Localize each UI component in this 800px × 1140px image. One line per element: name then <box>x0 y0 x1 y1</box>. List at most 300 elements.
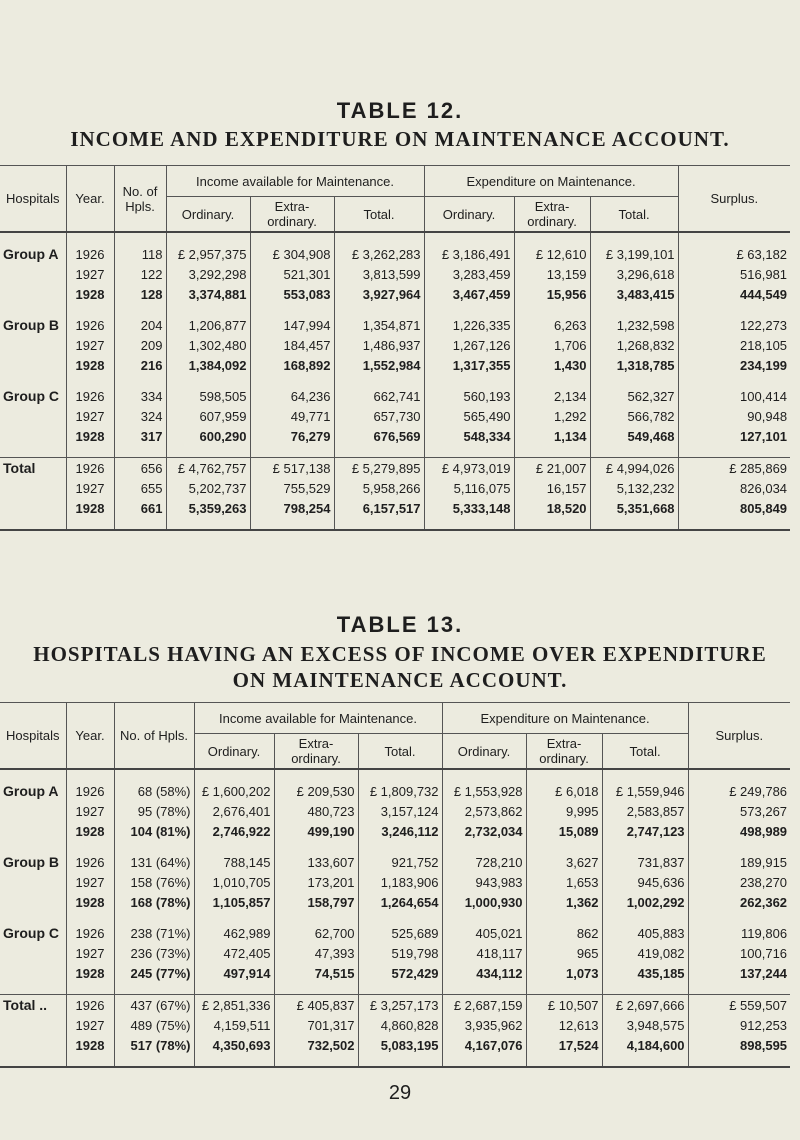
cell-expenditure-total: 731,837 <box>602 852 688 872</box>
header-income-group: Income available for Maintenance. <box>166 166 424 197</box>
cell-no-of-hpls: 204 <box>114 315 166 335</box>
table-13 <box>0 702 790 1068</box>
cell-surplus: £ 63,182 <box>678 244 790 264</box>
header-income-extra-ordinary: Extra-ordinary. <box>250 197 334 233</box>
cell-expenditure-ordinary: 4,167,076 <box>442 1035 526 1055</box>
cell-income-extra-ordinary: £ 209,530 <box>274 781 358 801</box>
group-label-empty <box>0 406 66 426</box>
cell-income-extra-ordinary: 133,607 <box>274 852 358 872</box>
table-bottom-rule <box>0 1055 790 1067</box>
cell-no-of-hpls: 168 (78%) <box>114 892 194 912</box>
cell-surplus: 498,989 <box>688 821 790 841</box>
cell-no-of-hpls: 216 <box>114 355 166 375</box>
header-income-group: Income available for Maintenance. <box>194 703 442 734</box>
cell-no-of-hpls: 238 (71%) <box>114 923 194 943</box>
cell-no-of-hpls: 317 <box>114 426 166 446</box>
cell-income-ordinary: 497,914 <box>194 963 274 983</box>
group-label: Total .. <box>3 997 48 1013</box>
group-label-empty <box>0 1035 66 1055</box>
cell-expenditure-extra-ordinary: 16,157 <box>514 478 590 498</box>
table-row <box>0 801 790 821</box>
group-label-empty <box>0 264 66 284</box>
cell-expenditure-total: £ 1,559,946 <box>602 781 688 801</box>
cell-expenditure-extra-ordinary: 9,995 <box>526 801 602 821</box>
group-label: Group A <box>3 246 59 262</box>
group-spacer <box>0 912 790 923</box>
cell-expenditure-ordinary: 1,317,355 <box>424 355 514 375</box>
cell-no-of-hpls: 324 <box>114 406 166 426</box>
header-surplus: Surplus. <box>678 166 790 233</box>
cell-income-total: 3,246,112 <box>358 821 442 841</box>
cell-expenditure-total: 5,351,668 <box>590 498 678 518</box>
cell-income-ordinary: 1,105,857 <box>194 892 274 912</box>
cell-income-ordinary: 788,145 <box>194 852 274 872</box>
cell-expenditure-ordinary: £ 4,973,019 <box>424 458 514 479</box>
cell-income-ordinary: 607,959 <box>166 406 250 426</box>
cell-income-total: 1,264,654 <box>358 892 442 912</box>
table-row <box>0 781 790 801</box>
cell-expenditure-extra-ordinary: 17,524 <box>526 1035 602 1055</box>
cell-year: 1926 <box>66 244 114 264</box>
group-label-empty <box>0 872 66 892</box>
cell-income-total: 3,813,599 <box>334 264 424 284</box>
cell-surplus: 90,948 <box>678 406 790 426</box>
cell-income-total: 3,927,964 <box>334 284 424 304</box>
cell-expenditure-total: 1,232,598 <box>590 315 678 335</box>
cell-income-total: 921,752 <box>358 852 442 872</box>
cell-year: 1928 <box>66 355 114 375</box>
cell-income-extra-ordinary: 798,254 <box>250 498 334 518</box>
cell-expenditure-extra-ordinary: 15,956 <box>514 284 590 304</box>
cell-income-total: 1,486,937 <box>334 335 424 355</box>
cell-expenditure-ordinary: 5,333,148 <box>424 498 514 518</box>
cell-expenditure-ordinary: 3,283,459 <box>424 264 514 284</box>
cell-surplus: £ 559,507 <box>688 995 790 1016</box>
cell-surplus: 100,716 <box>688 943 790 963</box>
cell-income-ordinary: £ 4,762,757 <box>166 458 250 479</box>
table-row <box>0 335 790 355</box>
cell-year: 1927 <box>66 264 114 284</box>
cell-surplus: 218,105 <box>678 335 790 355</box>
cell-income-extra-ordinary: £ 304,908 <box>250 244 334 264</box>
cell-year: 1927 <box>66 872 114 892</box>
cell-income-ordinary: 600,290 <box>166 426 250 446</box>
cell-expenditure-extra-ordinary: 965 <box>526 943 602 963</box>
cell-year: 1927 <box>66 801 114 821</box>
cell-expenditure-ordinary: 560,193 <box>424 386 514 406</box>
cell-expenditure-total: 435,185 <box>602 963 688 983</box>
cell-income-extra-ordinary: 62,700 <box>274 923 358 943</box>
header-income-total: Total. <box>358 734 442 770</box>
cell-expenditure-total: 3,483,415 <box>590 284 678 304</box>
cell-income-total: £ 3,257,173 <box>358 995 442 1016</box>
table-12-title: TABLE 12. <box>336 98 464 123</box>
cell-expenditure-total: 1,268,832 <box>590 335 678 355</box>
cell-income-extra-ordinary: 480,723 <box>274 801 358 821</box>
cell-expenditure-ordinary: 1,226,335 <box>424 315 514 335</box>
group-label-empty <box>0 943 66 963</box>
header-no-of-hpls: No. of Hpls. <box>114 703 194 770</box>
cell-expenditure-extra-ordinary: 862 <box>526 923 602 943</box>
cell-year: 1927 <box>66 478 114 498</box>
cell-no-of-hpls: 489 (75%) <box>114 1015 194 1035</box>
group-label-empty <box>0 821 66 841</box>
cell-year: 1928 <box>66 1035 114 1055</box>
cell-income-extra-ordinary: 74,515 <box>274 963 358 983</box>
cell-income-extra-ordinary: 158,797 <box>274 892 358 912</box>
cell-income-ordinary: 1,010,705 <box>194 872 274 892</box>
cell-income-total: £ 3,262,283 <box>334 244 424 264</box>
cell-income-extra-ordinary: £ 405,837 <box>274 995 358 1016</box>
cell-income-total: 519,798 <box>358 943 442 963</box>
header-expenditure-extra-ordinary: Extra-ordinary. <box>526 734 602 770</box>
cell-expenditure-ordinary: 3,935,962 <box>442 1015 526 1035</box>
cell-expenditure-extra-ordinary: £ 21,007 <box>514 458 590 479</box>
cell-income-total: 662,741 <box>334 386 424 406</box>
cell-expenditure-total: 549,468 <box>590 426 678 446</box>
group-label-empty <box>0 801 66 821</box>
table-row <box>0 284 790 304</box>
cell-surplus: 826,034 <box>678 478 790 498</box>
cell-expenditure-extra-ordinary: £ 10,507 <box>526 995 602 1016</box>
group-label: Total <box>3 460 36 476</box>
cell-expenditure-extra-ordinary: 1,073 <box>526 963 602 983</box>
cell-income-extra-ordinary: 701,317 <box>274 1015 358 1035</box>
cell-year: 1928 <box>66 284 114 304</box>
cell-expenditure-total: 3,296,618 <box>590 264 678 284</box>
group-label: Group A <box>3 783 59 799</box>
cell-surplus: 119,806 <box>688 923 790 943</box>
table-row <box>0 923 790 943</box>
cell-income-ordinary: £ 1,600,202 <box>194 781 274 801</box>
cell-expenditure-total: 4,184,600 <box>602 1035 688 1055</box>
cell-expenditure-total: 945,636 <box>602 872 688 892</box>
cell-year: 1928 <box>66 963 114 983</box>
cell-income-ordinary: £ 2,957,375 <box>166 244 250 264</box>
cell-expenditure-ordinary: 565,490 <box>424 406 514 426</box>
group-spacer <box>0 304 790 315</box>
cell-expenditure-extra-ordinary: 12,613 <box>526 1015 602 1035</box>
group-label-empty <box>0 963 66 983</box>
cell-surplus: 912,253 <box>688 1015 790 1035</box>
page-number: 29 <box>388 1082 412 1104</box>
cell-surplus: 189,915 <box>688 852 790 872</box>
table-row <box>0 406 790 426</box>
cell-income-total: 4,860,828 <box>358 1015 442 1035</box>
header-expenditure-extra-ordinary: Extra-ordinary. <box>514 197 590 233</box>
cell-expenditure-ordinary: 1,000,930 <box>442 892 526 912</box>
group-label: Group C <box>3 925 59 941</box>
cell-income-total: 525,689 <box>358 923 442 943</box>
table-row <box>0 963 790 983</box>
table-row <box>0 244 790 264</box>
cell-expenditure-ordinary: £ 1,553,928 <box>442 781 526 801</box>
cell-no-of-hpls: 95 (78%) <box>114 801 194 821</box>
cell-surplus: 127,101 <box>678 426 790 446</box>
table-row <box>0 995 790 1016</box>
cell-no-of-hpls: 118 <box>114 244 166 264</box>
cell-no-of-hpls: 236 (73%) <box>114 943 194 963</box>
header-expenditure-group: Expenditure on Maintenance. <box>424 166 678 197</box>
cell-expenditure-extra-ordinary: 1,292 <box>514 406 590 426</box>
cell-expenditure-extra-ordinary: 2,134 <box>514 386 590 406</box>
group-spacer <box>0 375 790 386</box>
group-label-empty <box>0 335 66 355</box>
table-row <box>0 386 790 406</box>
cell-year: 1928 <box>66 426 114 446</box>
cell-income-ordinary: 462,989 <box>194 923 274 943</box>
cell-expenditure-extra-ordinary: £ 6,018 <box>526 781 602 801</box>
table-row <box>0 355 790 375</box>
group-label-empty <box>0 498 66 518</box>
cell-income-extra-ordinary: £ 517,138 <box>250 458 334 479</box>
cell-income-total: 3,157,124 <box>358 801 442 821</box>
header-expenditure-ordinary: Ordinary. <box>424 197 514 233</box>
table-row <box>0 943 790 963</box>
cell-income-ordinary: 5,202,737 <box>166 478 250 498</box>
cell-expenditure-extra-ordinary: 6,263 <box>514 315 590 335</box>
group-label-empty <box>0 478 66 498</box>
cell-year: 1928 <box>66 498 114 518</box>
group-spacer <box>0 983 790 995</box>
cell-income-total: 1,552,984 <box>334 355 424 375</box>
table-13-subtitle-line-2: ON MAINTENANCE ACCOUNT. <box>232 668 568 692</box>
cell-expenditure-total: 562,327 <box>590 386 678 406</box>
cell-expenditure-total: 1,318,785 <box>590 355 678 375</box>
cell-income-ordinary: 2,676,401 <box>194 801 274 821</box>
cell-expenditure-ordinary: 3,467,459 <box>424 284 514 304</box>
cell-income-extra-ordinary: 64,236 <box>250 386 334 406</box>
cell-income-ordinary: 1,302,480 <box>166 335 250 355</box>
cell-expenditure-extra-ordinary: 3,627 <box>526 852 602 872</box>
table-row <box>0 498 790 518</box>
cell-year: 1926 <box>66 995 114 1016</box>
cell-surplus: 805,849 <box>678 498 790 518</box>
group-spacer <box>0 232 790 244</box>
cell-income-total: 6,157,517 <box>334 498 424 518</box>
cell-year: 1926 <box>66 386 114 406</box>
cell-income-ordinary: 1,206,877 <box>166 315 250 335</box>
cell-expenditure-total: 2,747,123 <box>602 821 688 841</box>
cell-income-total: 657,730 <box>334 406 424 426</box>
cell-no-of-hpls: 122 <box>114 264 166 284</box>
table-row <box>0 478 790 498</box>
table-row <box>0 426 790 446</box>
cell-income-extra-ordinary: 732,502 <box>274 1035 358 1055</box>
cell-expenditure-extra-ordinary: 1,706 <box>514 335 590 355</box>
cell-no-of-hpls: 209 <box>114 335 166 355</box>
cell-no-of-hpls: 661 <box>114 498 166 518</box>
table-13-title: TABLE 13. <box>336 612 464 637</box>
header-expenditure-total: Total. <box>602 734 688 770</box>
cell-expenditure-total: £ 2,697,666 <box>602 995 688 1016</box>
group-label-empty <box>0 355 66 375</box>
cell-year: 1926 <box>66 458 114 479</box>
cell-expenditure-ordinary: 943,983 <box>442 872 526 892</box>
cell-income-extra-ordinary: 521,301 <box>250 264 334 284</box>
cell-year: 1926 <box>66 781 114 801</box>
cell-year: 1926 <box>66 923 114 943</box>
cell-no-of-hpls: 68 (58%) <box>114 781 194 801</box>
cell-surplus: 262,362 <box>688 892 790 912</box>
cell-expenditure-extra-ordinary: 1,134 <box>514 426 590 446</box>
table-row <box>0 458 790 479</box>
header-income-ordinary: Ordinary. <box>194 734 274 770</box>
cell-income-total: 1,354,871 <box>334 315 424 335</box>
cell-income-ordinary: 5,359,263 <box>166 498 250 518</box>
group-label-empty <box>0 892 66 912</box>
cell-income-ordinary: 4,159,511 <box>194 1015 274 1035</box>
cell-income-extra-ordinary: 173,201 <box>274 872 358 892</box>
header-expenditure-group: Expenditure on Maintenance. <box>442 703 688 734</box>
cell-no-of-hpls: 128 <box>114 284 166 304</box>
cell-expenditure-total: 419,082 <box>602 943 688 963</box>
cell-income-ordinary: 3,374,881 <box>166 284 250 304</box>
cell-expenditure-extra-ordinary: 18,520 <box>514 498 590 518</box>
cell-expenditure-ordinary: 434,112 <box>442 963 526 983</box>
cell-no-of-hpls: 158 (76%) <box>114 872 194 892</box>
cell-surplus: 573,267 <box>688 801 790 821</box>
cell-income-total: £ 1,809,732 <box>358 781 442 801</box>
cell-expenditure-extra-ordinary: 1,430 <box>514 355 590 375</box>
header-hospitals: Hospitals <box>6 191 60 206</box>
cell-expenditure-total: £ 4,994,026 <box>590 458 678 479</box>
group-label-empty <box>0 1015 66 1035</box>
group-label: Group C <box>3 388 59 404</box>
cell-income-total: 5,958,266 <box>334 478 424 498</box>
cell-no-of-hpls: 517 (78%) <box>114 1035 194 1055</box>
cell-expenditure-ordinary: 5,116,075 <box>424 478 514 498</box>
cell-income-total: £ 5,279,895 <box>334 458 424 479</box>
cell-expenditure-total: 2,583,857 <box>602 801 688 821</box>
cell-income-extra-ordinary: 47,393 <box>274 943 358 963</box>
table-row <box>0 264 790 284</box>
cell-expenditure-extra-ordinary: 13,159 <box>514 264 590 284</box>
cell-income-extra-ordinary: 499,190 <box>274 821 358 841</box>
cell-expenditure-ordinary: 2,573,862 <box>442 801 526 821</box>
cell-expenditure-ordinary: 1,267,126 <box>424 335 514 355</box>
cell-surplus: £ 285,869 <box>678 458 790 479</box>
cell-surplus: 234,199 <box>678 355 790 375</box>
header-expenditure-ordinary: Ordinary. <box>442 734 526 770</box>
group-spacer <box>0 841 790 852</box>
cell-expenditure-extra-ordinary: 1,362 <box>526 892 602 912</box>
header-expenditure-total: Total. <box>590 197 678 233</box>
cell-year: 1926 <box>66 852 114 872</box>
table-row <box>0 1035 790 1055</box>
cell-year: 1926 <box>66 315 114 335</box>
cell-surplus: 100,414 <box>678 386 790 406</box>
cell-income-extra-ordinary: 755,529 <box>250 478 334 498</box>
cell-no-of-hpls: 655 <box>114 478 166 498</box>
cell-expenditure-total: 5,132,232 <box>590 478 678 498</box>
cell-expenditure-ordinary: 418,117 <box>442 943 526 963</box>
cell-year: 1927 <box>66 1015 114 1035</box>
cell-surplus: 444,549 <box>678 284 790 304</box>
cell-no-of-hpls: 334 <box>114 386 166 406</box>
cell-income-total: 676,569 <box>334 426 424 446</box>
cell-income-ordinary: £ 2,851,336 <box>194 995 274 1016</box>
cell-expenditure-total: 1,002,292 <box>602 892 688 912</box>
cell-no-of-hpls: 656 <box>114 458 166 479</box>
cell-income-ordinary: 1,384,092 <box>166 355 250 375</box>
cell-expenditure-ordinary: 728,210 <box>442 852 526 872</box>
header-income-total: Total. <box>334 197 424 233</box>
cell-income-total: 1,183,906 <box>358 872 442 892</box>
cell-income-ordinary: 598,505 <box>166 386 250 406</box>
group-spacer <box>0 769 790 781</box>
cell-surplus: £ 249,786 <box>688 781 790 801</box>
group-label: Group B <box>3 854 59 870</box>
cell-no-of-hpls: 437 (67%) <box>114 995 194 1016</box>
header-income-ordinary: Ordinary. <box>166 197 250 233</box>
cell-no-of-hpls: 131 (64%) <box>114 852 194 872</box>
cell-expenditure-ordinary: £ 2,687,159 <box>442 995 526 1016</box>
group-label: Group B <box>3 317 59 333</box>
group-label-empty <box>0 284 66 304</box>
cell-income-ordinary: 4,350,693 <box>194 1035 274 1055</box>
cell-year: 1928 <box>66 892 114 912</box>
cell-expenditure-total: 3,948,575 <box>602 1015 688 1035</box>
header-no-of-hpls: No. of Hpls. <box>114 166 166 233</box>
header-hospitals: Hospitals <box>6 728 60 743</box>
table-row <box>0 315 790 335</box>
cell-surplus: 516,981 <box>678 264 790 284</box>
cell-income-ordinary: 472,405 <box>194 943 274 963</box>
table-row <box>0 852 790 872</box>
cell-expenditure-extra-ordinary: £ 12,610 <box>514 244 590 264</box>
cell-income-extra-ordinary: 184,457 <box>250 335 334 355</box>
cell-income-ordinary: 2,746,922 <box>194 821 274 841</box>
cell-expenditure-ordinary: 548,334 <box>424 426 514 446</box>
header-year: Year. <box>66 703 114 770</box>
cell-surplus: 238,270 <box>688 872 790 892</box>
cell-expenditure-ordinary: 405,021 <box>442 923 526 943</box>
cell-income-extra-ordinary: 553,083 <box>250 284 334 304</box>
cell-expenditure-ordinary: £ 3,186,491 <box>424 244 514 264</box>
cell-expenditure-total: 566,782 <box>590 406 678 426</box>
header-income-extra-ordinary: Extra-ordinary. <box>274 734 358 770</box>
cell-expenditure-extra-ordinary: 15,089 <box>526 821 602 841</box>
cell-year: 1928 <box>66 821 114 841</box>
cell-surplus: 898,595 <box>688 1035 790 1055</box>
cell-surplus: 137,244 <box>688 963 790 983</box>
cell-year: 1927 <box>66 406 114 426</box>
table-12-subtitle: INCOME AND EXPENDITURE ON MAINTENANCE ACCOUNT. <box>70 127 730 151</box>
cell-expenditure-ordinary: 2,732,034 <box>442 821 526 841</box>
table-row <box>0 872 790 892</box>
cell-year: 1927 <box>66 943 114 963</box>
cell-expenditure-total: £ 3,199,101 <box>590 244 678 264</box>
table-row <box>0 821 790 841</box>
cell-year: 1927 <box>66 335 114 355</box>
table-12 <box>0 165 790 531</box>
table-row <box>0 1015 790 1035</box>
header-year: Year. <box>66 166 114 233</box>
cell-income-extra-ordinary: 49,771 <box>250 406 334 426</box>
table-row <box>0 892 790 912</box>
cell-expenditure-total: 405,883 <box>602 923 688 943</box>
cell-income-extra-ordinary: 76,279 <box>250 426 334 446</box>
group-spacer <box>0 446 790 458</box>
cell-income-total: 572,429 <box>358 963 442 983</box>
cell-income-extra-ordinary: 168,892 <box>250 355 334 375</box>
cell-no-of-hpls: 245 (77%) <box>114 963 194 983</box>
cell-income-extra-ordinary: 147,994 <box>250 315 334 335</box>
cell-income-ordinary: 3,292,298 <box>166 264 250 284</box>
group-label-empty <box>0 426 66 446</box>
table-bottom-rule <box>0 518 790 530</box>
